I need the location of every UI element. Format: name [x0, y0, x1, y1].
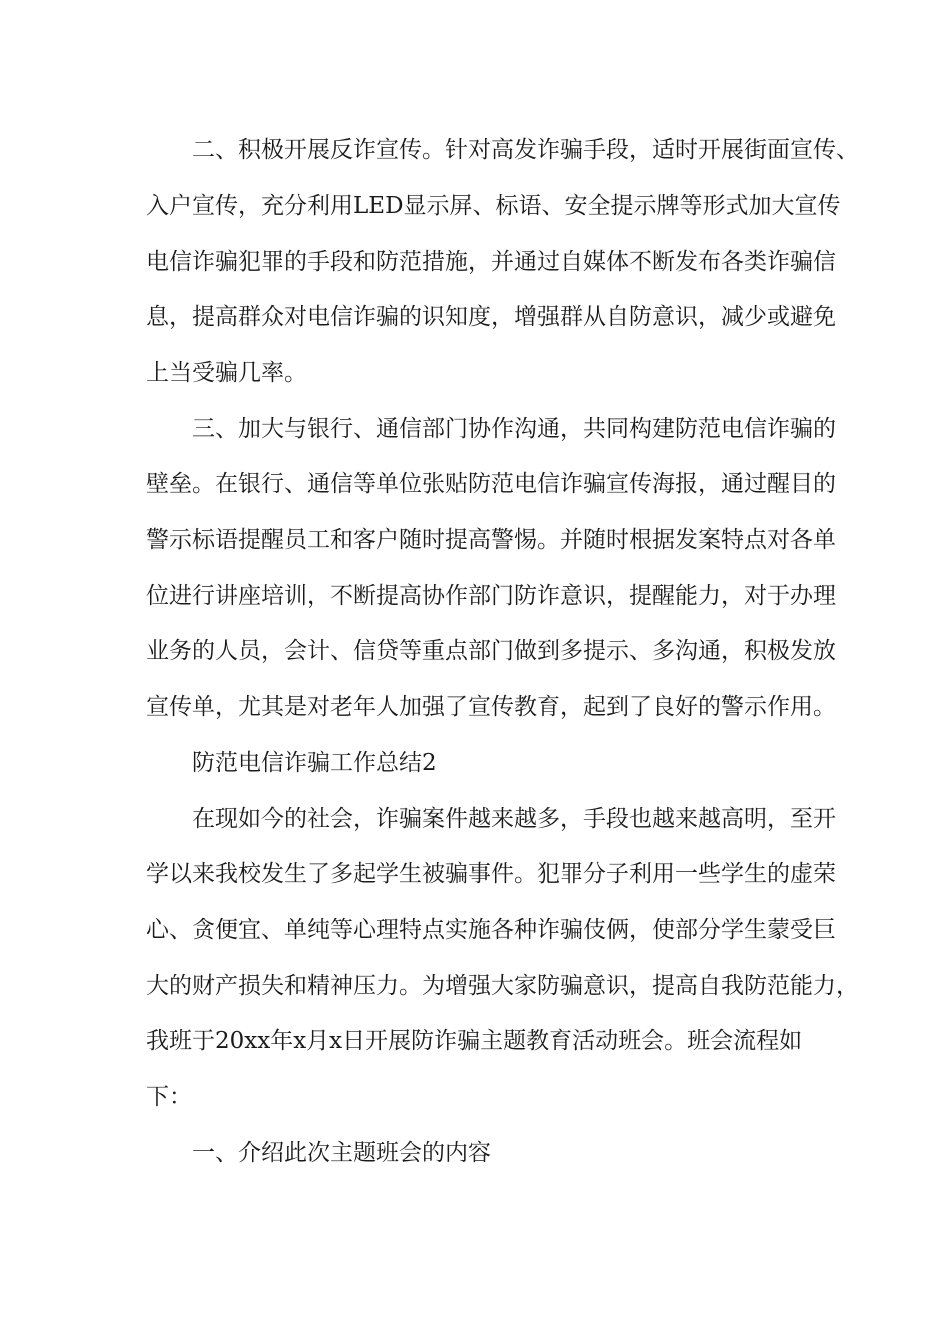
paragraph-2-line-2: 入户宣传，充分利用LED显示屏、标语、安全提示牌等形式加大宣传	[146, 193, 841, 219]
paragraph-3-line-2: 壁垒。在银行、通信等单位张贴防范电信诈骗宣传海报，通过醒目的	[146, 471, 836, 497]
section-heading: 防范电信诈骗工作总结2	[192, 750, 437, 776]
paragraph-2-line-5: 上当受骗几率。	[146, 360, 307, 386]
paragraph-2-line-3: 电信诈骗犯罪的手段和防范措施，并通过自媒体不断发布各类诈骗信	[146, 249, 836, 275]
paragraph-2-line-4: 息，提高群众对电信诈骗的识知度，增强群从自防意识，减少或避免	[146, 304, 836, 330]
paragraph-intro-line-6: 下：	[146, 1084, 192, 1110]
list-item-heading: 一、介绍此次主题班会的内容	[192, 1140, 491, 1166]
paragraph-3-line-4: 位进行讲座培训，不断提高协作部门防诈意识，提醒能力，对于办理	[146, 583, 836, 609]
paragraph-intro-line-3: 心、贪便宜、单纯等心理特点实施各种诈骗伎俩，使部分学生蒙受巨	[146, 917, 836, 943]
paragraph-intro-line-2: 学以来我校发生了多起学生被骗事件。犯罪分子利用一些学生的虚荣	[146, 861, 836, 887]
paragraph-2-line-1: 二、积极开展反诈宣传。针对高发诈骗手段，适时开展街面宣传、	[192, 137, 859, 163]
paragraph-3-line-3: 警示标语提醒员工和客户随时提高警惕。并随时根据发案特点对各单	[146, 527, 836, 553]
paragraph-intro-line-1: 在现如今的社会，诈骗案件越来越多，手段也越来越高明，至开	[192, 806, 836, 832]
paragraph-3-line-1: 三、加大与银行、通信部门协作沟通，共同构建防范电信诈骗的	[192, 416, 836, 442]
paragraph-intro-line-5: 我班于20xx年x月x日开展防诈骗主题教育活动班会。班会流程如	[146, 1028, 803, 1054]
paragraph-3-line-5: 业务的人员，会计、信贷等重点部门做到多提示、多沟通，积极发放	[146, 638, 836, 664]
paragraph-intro-line-4: 大的财产损失和精神压力。为增强大家防骗意识，提高自我防范能力，	[146, 973, 859, 999]
paragraph-3-line-6: 宣传单，尤其是对老年人加强了宣传教育，起到了良好的警示作用。	[146, 694, 836, 720]
